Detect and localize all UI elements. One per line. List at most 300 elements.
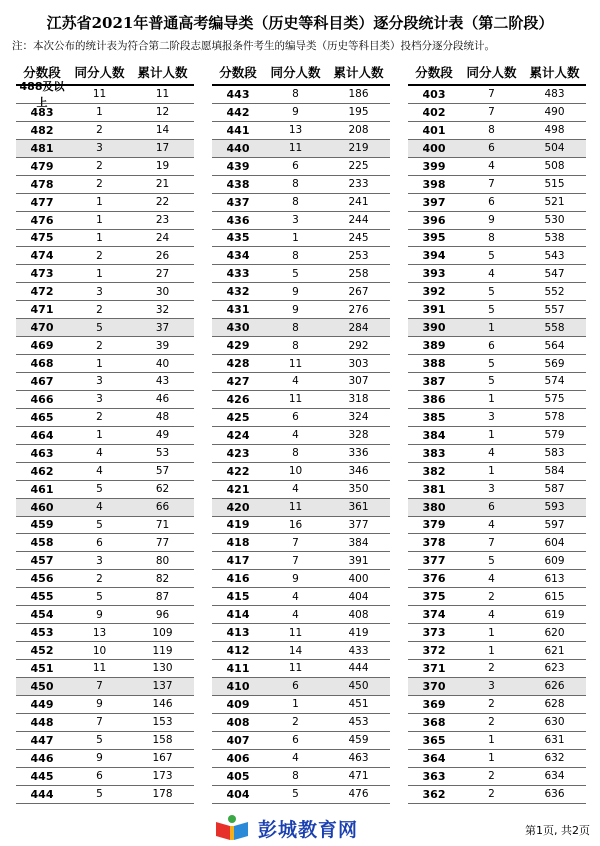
count-cell: 2 xyxy=(96,160,103,173)
table-row xyxy=(408,534,586,552)
count-cell: 7 xyxy=(96,716,103,729)
cumulative-cell: 508 xyxy=(544,160,565,173)
count-cell: 3 xyxy=(292,214,299,227)
count-cell: 1 xyxy=(488,465,495,478)
cumulative-cell: 346 xyxy=(348,465,369,478)
count-cell: 6 xyxy=(488,142,495,155)
table-row xyxy=(408,570,586,588)
score-cell: 449 xyxy=(30,697,54,711)
cumulative-cell: 109 xyxy=(152,626,173,639)
books-logo-icon xyxy=(214,814,250,842)
cumulative-cell: 40 xyxy=(155,357,170,370)
cumulative-cell: 628 xyxy=(544,698,565,711)
count-cell: 16 xyxy=(288,518,303,531)
cumulative-cell: 208 xyxy=(348,124,369,137)
score-cell: 388 xyxy=(422,357,446,371)
count-cell: 3 xyxy=(488,680,495,693)
score-cell: 464 xyxy=(30,428,54,442)
count-cell: 1 xyxy=(488,393,495,406)
site-logo-text: 彭城教育网 xyxy=(258,818,359,841)
score-cell: 406 xyxy=(226,751,250,765)
cumulative-cell: 547 xyxy=(544,267,565,280)
score-cell: 440 xyxy=(226,141,250,155)
score-cell: 455 xyxy=(30,590,54,604)
table-row xyxy=(212,319,390,337)
score-cell: 432 xyxy=(226,285,250,299)
cumulative-cell: 186 xyxy=(348,88,369,101)
score-cell: 379 xyxy=(422,518,446,532)
count-cell: 2 xyxy=(488,770,495,783)
cumulative-cell: 71 xyxy=(155,518,170,531)
count-cell: 1 xyxy=(96,196,103,209)
score-cell: 397 xyxy=(422,195,446,209)
cumulative-cell: 515 xyxy=(544,178,565,191)
score-cell: 456 xyxy=(30,572,54,586)
score-cell: 448 xyxy=(30,715,54,729)
table-row xyxy=(212,588,390,606)
score-cell: 424 xyxy=(226,428,250,442)
table-row xyxy=(16,696,194,714)
count-cell: 6 xyxy=(488,339,495,352)
count-cell: 2 xyxy=(488,590,495,603)
table-row xyxy=(212,176,390,194)
score-cell: 428 xyxy=(226,357,250,371)
score-cell: 376 xyxy=(422,572,446,586)
cumulative-cell: 521 xyxy=(544,196,565,209)
cumulative-cell: 17 xyxy=(155,142,170,155)
count-cell: 10 xyxy=(92,644,107,657)
table-row xyxy=(16,463,194,481)
score-cell: 420 xyxy=(226,500,250,514)
cumulative-cell: 459 xyxy=(348,734,369,747)
cumulative-cell: 292 xyxy=(348,339,369,352)
score-cell: 408 xyxy=(226,715,250,729)
count-cell: 5 xyxy=(96,590,103,603)
count-cell: 4 xyxy=(488,608,495,621)
table-row xyxy=(16,427,194,445)
score-cell: 454 xyxy=(30,608,54,622)
cumulative-cell: 57 xyxy=(155,465,170,478)
table-row xyxy=(408,319,586,337)
count-cell: 3 xyxy=(488,483,495,496)
table-row xyxy=(212,409,390,427)
score-cell: 433 xyxy=(226,267,250,281)
score-cell: 459 xyxy=(30,518,54,532)
cumulative-cell: 634 xyxy=(544,770,565,783)
cumulative-cell: 471 xyxy=(348,770,369,783)
cumulative-cell: 27 xyxy=(155,267,170,280)
score-cell: 450 xyxy=(30,679,54,693)
count-cell: 5 xyxy=(292,788,299,801)
score-cell: 394 xyxy=(422,249,446,263)
count-cell: 4 xyxy=(488,267,495,280)
cumulative-cell: 233 xyxy=(348,178,369,191)
table-row xyxy=(16,570,194,588)
table-row xyxy=(212,301,390,319)
count-cell: 6 xyxy=(96,770,103,783)
cumulative-cell: 615 xyxy=(544,590,565,603)
cumulative-cell: 564 xyxy=(544,339,565,352)
table-row xyxy=(408,86,586,104)
table-row xyxy=(16,534,194,552)
count-cell: 5 xyxy=(96,734,103,747)
count-cell: 4 xyxy=(292,590,299,603)
cumulative-cell: 579 xyxy=(544,429,565,442)
count-cell: 1 xyxy=(96,106,103,119)
count-cell: 9 xyxy=(292,285,299,298)
table-row xyxy=(16,481,194,499)
score-cell: 373 xyxy=(422,626,446,640)
table-row xyxy=(408,301,586,319)
cumulative-cell: 463 xyxy=(348,752,369,765)
count-cell: 2 xyxy=(488,788,495,801)
table-row xyxy=(408,481,586,499)
cumulative-cell: 558 xyxy=(544,321,565,334)
cumulative-cell: 569 xyxy=(544,357,565,370)
score-cell: 475 xyxy=(30,231,54,245)
score-cell: 468 xyxy=(30,357,54,371)
table-row xyxy=(212,463,390,481)
table-row xyxy=(16,642,194,660)
cumulative-cell: 504 xyxy=(544,142,565,155)
table-row xyxy=(16,355,194,373)
count-cell: 11 xyxy=(92,662,107,675)
count-cell: 1 xyxy=(292,698,299,711)
score-cell: 413 xyxy=(226,626,250,640)
cumulative-cell: 557 xyxy=(544,303,565,316)
count-cell: 4 xyxy=(292,429,299,442)
table-row xyxy=(408,696,586,714)
count-cell: 14 xyxy=(288,644,303,657)
table-row xyxy=(212,355,390,373)
count-cell: 8 xyxy=(488,124,495,137)
score-cell: 418 xyxy=(226,536,250,550)
count-cell: 9 xyxy=(96,752,103,765)
score-tables xyxy=(16,60,584,810)
cumulative-cell: 258 xyxy=(348,267,369,280)
table-row xyxy=(212,373,390,391)
cumulative-cell: 404 xyxy=(348,590,369,603)
table-row xyxy=(212,552,390,570)
score-cell: 423 xyxy=(226,446,250,460)
table-row xyxy=(16,283,194,301)
score-cell: 470 xyxy=(30,321,54,335)
cumulative-cell: 158 xyxy=(152,734,173,747)
table-row xyxy=(408,714,586,732)
table-row xyxy=(16,373,194,391)
table-row xyxy=(212,391,390,409)
score-cell: 469 xyxy=(30,339,54,353)
score-cell: 439 xyxy=(226,159,250,173)
score-cell: 442 xyxy=(226,105,250,119)
score-cell: 372 xyxy=(422,644,446,658)
cumulative-cell: 597 xyxy=(544,518,565,531)
table-row xyxy=(16,319,194,337)
score-cell: 443 xyxy=(226,87,250,101)
cumulative-cell: 82 xyxy=(155,572,170,585)
cumulative-cell: 30 xyxy=(155,285,170,298)
score-cell: 425 xyxy=(226,410,250,424)
cumulative-cell: 66 xyxy=(155,501,170,514)
table-row xyxy=(212,499,390,517)
table-note: 注：本次公布的统计表为符合第二阶段志愿填报条件考生的编导类（历史等科目类）投档分逐分段统计。 xyxy=(12,40,495,52)
count-cell: 3 xyxy=(488,411,495,424)
score-cell: 391 xyxy=(422,303,446,317)
table-row xyxy=(16,301,194,319)
score-cell: 383 xyxy=(422,446,446,460)
cumulative-cell: 632 xyxy=(544,752,565,765)
count-cell: 5 xyxy=(292,267,299,280)
count-cell: 1 xyxy=(488,644,495,657)
table-row xyxy=(408,678,586,696)
score-cell: 371 xyxy=(422,661,446,675)
table-row xyxy=(16,122,194,140)
count-cell: 5 xyxy=(488,249,495,262)
table-row xyxy=(16,265,194,283)
score-cell: 488及以上 xyxy=(19,80,65,110)
table-header xyxy=(408,60,586,86)
cumulative-cell: 245 xyxy=(348,231,369,244)
score-cell: 429 xyxy=(226,339,250,353)
count-cell: 11 xyxy=(288,357,303,370)
table-row xyxy=(408,283,586,301)
count-cell: 9 xyxy=(96,608,103,621)
score-cell: 441 xyxy=(226,123,250,137)
cumulative-cell: 552 xyxy=(544,285,565,298)
score-cell: 416 xyxy=(226,572,250,586)
cumulative-cell: 244 xyxy=(348,214,369,227)
cumulative-cell: 604 xyxy=(544,536,565,549)
cumulative-cell: 195 xyxy=(348,106,369,119)
count-cell: 1 xyxy=(488,752,495,765)
table-header xyxy=(212,60,390,86)
cumulative-cell: 318 xyxy=(348,393,369,406)
count-cell: 7 xyxy=(96,680,103,693)
count-cell: 4 xyxy=(96,501,103,514)
table-row xyxy=(212,660,390,678)
score-cell: 466 xyxy=(30,392,54,406)
count-cell: 6 xyxy=(292,160,299,173)
cumulative-cell: 444 xyxy=(348,662,369,675)
cumulative-cell: 53 xyxy=(155,447,170,460)
table-row xyxy=(212,445,390,463)
count-cell: 5 xyxy=(96,788,103,801)
table-row xyxy=(212,337,390,355)
count-cell: 3 xyxy=(96,142,103,155)
count-cell: 3 xyxy=(96,554,103,567)
header-cell: 累计人数 xyxy=(333,65,384,80)
cumulative-cell: 37 xyxy=(155,321,170,334)
table-row xyxy=(16,660,194,678)
score-cell: 409 xyxy=(226,697,250,711)
count-cell: 4 xyxy=(96,447,103,460)
table-column-1 xyxy=(16,60,194,804)
count-cell: 5 xyxy=(488,375,495,388)
count-cell: 1 xyxy=(488,734,495,747)
count-cell: 9 xyxy=(292,106,299,119)
count-cell: 5 xyxy=(96,321,103,334)
cumulative-cell: 137 xyxy=(152,680,173,693)
score-cell: 382 xyxy=(422,464,446,478)
table-row xyxy=(408,624,586,642)
score-cell: 412 xyxy=(226,644,250,658)
table-row xyxy=(16,588,194,606)
count-cell: 2 xyxy=(488,662,495,675)
table-row xyxy=(16,158,194,176)
cumulative-cell: 87 xyxy=(155,590,170,603)
count-cell: 4 xyxy=(488,518,495,531)
count-cell: 1 xyxy=(96,214,103,227)
score-cell: 396 xyxy=(422,213,446,227)
cumulative-cell: 384 xyxy=(348,536,369,549)
cumulative-cell: 336 xyxy=(348,447,369,460)
score-cell: 393 xyxy=(422,267,446,281)
table-row xyxy=(408,732,586,750)
table-row xyxy=(16,732,194,750)
count-cell: 4 xyxy=(96,465,103,478)
cumulative-cell: 450 xyxy=(348,680,369,693)
score-cell: 407 xyxy=(226,733,250,747)
count-cell: 8 xyxy=(292,770,299,783)
table-row xyxy=(212,642,390,660)
cumulative-cell: 419 xyxy=(348,626,369,639)
table-row xyxy=(408,373,586,391)
table-row xyxy=(212,230,390,248)
score-cell: 422 xyxy=(226,464,250,478)
count-cell: 1 xyxy=(488,429,495,442)
table-row xyxy=(212,624,390,642)
cumulative-cell: 350 xyxy=(348,483,369,496)
table-row xyxy=(212,517,390,535)
table-row xyxy=(408,247,586,265)
score-cell: 395 xyxy=(422,231,446,245)
score-cell: 384 xyxy=(422,428,446,442)
table-row xyxy=(16,714,194,732)
cumulative-cell: 48 xyxy=(155,411,170,424)
count-cell: 5 xyxy=(488,303,495,316)
score-cell: 404 xyxy=(226,787,250,801)
score-cell: 374 xyxy=(422,608,446,622)
count-cell: 4 xyxy=(488,572,495,585)
count-cell: 2 xyxy=(488,698,495,711)
count-cell: 2 xyxy=(96,249,103,262)
score-cell: 481 xyxy=(30,141,54,155)
cumulative-cell: 538 xyxy=(544,231,565,244)
score-cell: 461 xyxy=(30,482,54,496)
cumulative-cell: 593 xyxy=(544,501,565,514)
table-row xyxy=(212,194,390,212)
count-cell: 11 xyxy=(288,393,303,406)
score-cell: 419 xyxy=(226,518,250,532)
count-cell: 6 xyxy=(488,501,495,514)
cumulative-cell: 43 xyxy=(155,375,170,388)
header-cell: 累计人数 xyxy=(529,65,580,80)
cumulative-cell: 12 xyxy=(155,106,170,119)
table-row xyxy=(408,427,586,445)
score-cell: 435 xyxy=(226,231,250,245)
count-cell: 3 xyxy=(96,393,103,406)
cumulative-cell: 498 xyxy=(544,124,565,137)
score-cell: 471 xyxy=(30,303,54,317)
count-cell: 4 xyxy=(292,483,299,496)
count-cell: 8 xyxy=(292,321,299,334)
table-row xyxy=(212,247,390,265)
count-cell: 1 xyxy=(488,321,495,334)
count-cell: 7 xyxy=(488,88,495,101)
table-row xyxy=(212,265,390,283)
table-row xyxy=(408,463,586,481)
count-cell: 7 xyxy=(488,536,495,549)
score-cell: 417 xyxy=(226,554,250,568)
table-column-2 xyxy=(212,60,390,804)
score-cell: 477 xyxy=(30,195,54,209)
count-cell: 8 xyxy=(292,196,299,209)
count-cell: 6 xyxy=(292,734,299,747)
count-cell: 6 xyxy=(292,411,299,424)
table-row xyxy=(16,247,194,265)
cumulative-cell: 575 xyxy=(544,393,565,406)
score-cell: 402 xyxy=(422,105,446,119)
score-cell: 445 xyxy=(30,769,54,783)
count-cell: 6 xyxy=(96,536,103,549)
cumulative-cell: 613 xyxy=(544,572,565,585)
site-logo xyxy=(214,814,358,842)
cumulative-cell: 636 xyxy=(544,788,565,801)
cumulative-cell: 476 xyxy=(348,788,369,801)
header-cell: 同分人数 xyxy=(270,65,321,80)
count-cell: 8 xyxy=(292,88,299,101)
score-cell: 483 xyxy=(30,105,54,119)
cumulative-cell: 619 xyxy=(544,608,565,621)
table-row xyxy=(16,140,194,158)
count-cell: 6 xyxy=(488,196,495,209)
table-row xyxy=(212,534,390,552)
score-cell: 398 xyxy=(422,177,446,191)
count-cell: 5 xyxy=(96,483,103,496)
count-cell: 11 xyxy=(92,88,107,101)
table-row xyxy=(408,642,586,660)
score-cell: 473 xyxy=(30,267,54,281)
cumulative-cell: 391 xyxy=(348,554,369,567)
score-cell: 380 xyxy=(422,500,446,514)
score-cell: 399 xyxy=(422,159,446,173)
table-row xyxy=(212,122,390,140)
cumulative-cell: 377 xyxy=(348,518,369,531)
count-cell: 2 xyxy=(96,572,103,585)
count-cell: 8 xyxy=(292,249,299,262)
score-cell: 479 xyxy=(30,159,54,173)
score-cell: 377 xyxy=(422,554,446,568)
header-cell: 同分人数 xyxy=(466,65,517,80)
cumulative-cell: 119 xyxy=(152,644,173,657)
count-cell: 11 xyxy=(288,626,303,639)
table-row xyxy=(408,194,586,212)
count-cell: 6 xyxy=(292,680,299,693)
table-row xyxy=(16,499,194,517)
table-row xyxy=(212,283,390,301)
header-cell: 分数段 xyxy=(219,65,257,80)
header-cell: 同分人数 xyxy=(74,65,125,80)
score-cell: 368 xyxy=(422,715,446,729)
score-cell: 403 xyxy=(422,87,446,101)
score-cell: 434 xyxy=(226,249,250,263)
header-cell: 分数段 xyxy=(23,65,61,80)
cumulative-cell: 408 xyxy=(348,608,369,621)
cumulative-cell: 49 xyxy=(155,429,170,442)
table-row xyxy=(16,176,194,194)
table-row xyxy=(408,606,586,624)
table-row xyxy=(408,337,586,355)
